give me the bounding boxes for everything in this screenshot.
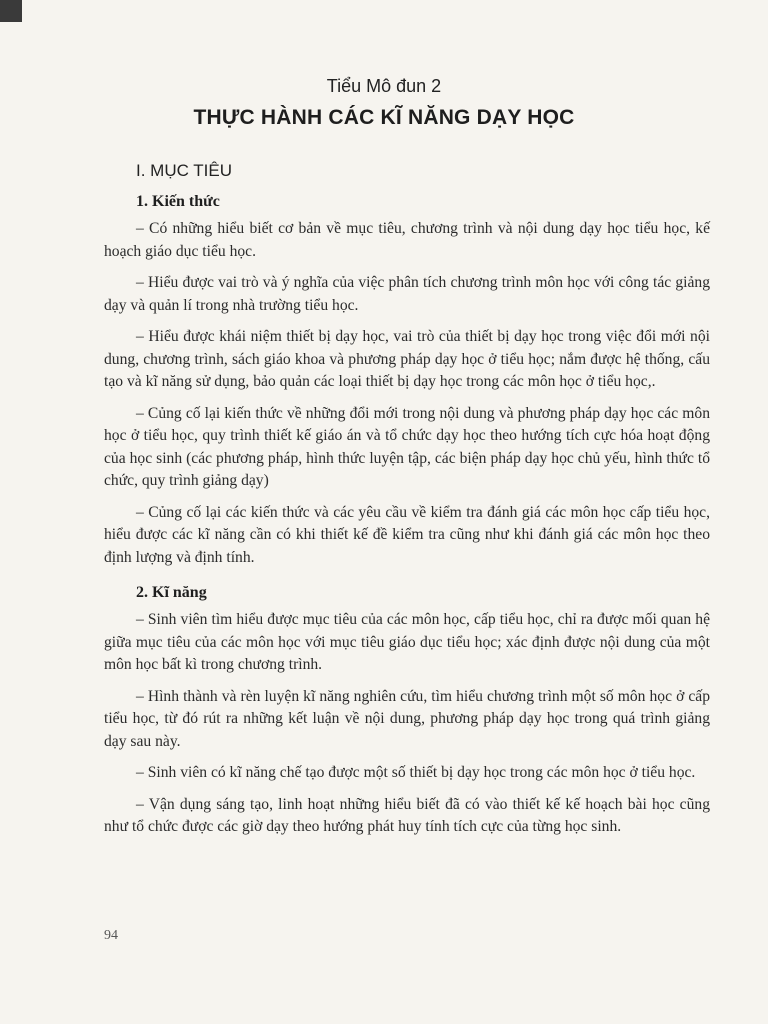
subsection-heading-knowledge: 1. Kiến thức (136, 193, 220, 210)
knowledge-paragraph: – Củng cố lại các kiến thức và các yêu cầu về kiểm tra đánh giá các môn học cấp tiểu học, hiểu được các kĩ năng cần có khi thiết kế đề kiểm tra cũng như khi đánh giá các môn học theo định lượng và định tính. (104, 503, 710, 566)
skills-paragraph: – Sinh viên tìm hiểu được mục tiêu của các môn học, cấp tiểu học, chỉ ra được mối quan hệ giữa mục tiêu của các môn học với mục tiêu giáo dục tiểu học; xác định được nội dung của một môn học bất kì trong chương trình. (104, 611, 710, 673)
subsection-heading-skills: 2. Kĩ năng (136, 584, 207, 601)
page-number: 94 (104, 928, 118, 943)
skills-paragraph: – Hình thành và rèn luyện kĩ năng nghiên cứu, tìm hiểu chương trình một số môn học ở cấp tiểu học, từ đó rút ra những kết luận về nội dung, phương pháp dạy học trong quá trình giảng dạy sau này. (104, 687, 710, 750)
knowledge-paragraph: – Củng cố lại kiến thức về những đổi mới trong nội dung và phương pháp dạy học các môn học ở tiểu học, quy trình thiết kế giáo án và tổ chức dạy học theo hướng tích cực hóa hoạt động của học sinh (các phương pháp, hình thức luyện tập, các biện pháp dạy học chủ yếu, hình thức tổ chức, quy trình giảng dạy) (104, 404, 710, 489)
main-content (104, 160, 710, 848)
page-title: THỰC HÀNH CÁC KĨ NĂNG DẠY HỌC (193, 106, 575, 129)
skills-paragraph: – Vận dụng sáng tạo, linh hoạt những hiểu biết đã có vào thiết kế kế hoạch bài học cũng như tổ chức được các giờ dạy theo hướng phát huy tính tích cực của từng học sinh. (104, 795, 710, 835)
section-heading-objectives: I. MỤC TIÊU (136, 161, 233, 180)
knowledge-paragraph: – Hiểu được vai trò và ý nghĩa của việc phân tích chương trình môn học với công tác giảng dạy và quản lí trong nhà trường tiểu học. (104, 274, 710, 314)
module-subtitle: Tiểu Mô đun 2 (326, 76, 442, 96)
knowledge-paragraph: – Hiểu được khái niệm thiết bị dạy học, vai trò của thiết bị dạy học trong việc đổi mới nội dung, chương trình, sách giáo khoa và phương pháp dạy học ở tiểu học; nắm được hệ thống, cấu tạo và kĩ năng sử dụng, bảo quản các loại thiết bị dạy học trong các môn học ở tiểu học,. (104, 328, 710, 390)
skills-paragraph: – Sinh viên có kĩ năng chế tạo được một số thiết bị dạy học trong các môn học ở tiểu học. (136, 764, 696, 781)
scan-corner-mark (0, 0, 22, 22)
knowledge-paragraph: – Có những hiểu biết cơ bản về mục tiêu, chương trình và nội dung dạy học tiểu học, kế hoạch giáo dục tiểu học. (104, 220, 710, 260)
